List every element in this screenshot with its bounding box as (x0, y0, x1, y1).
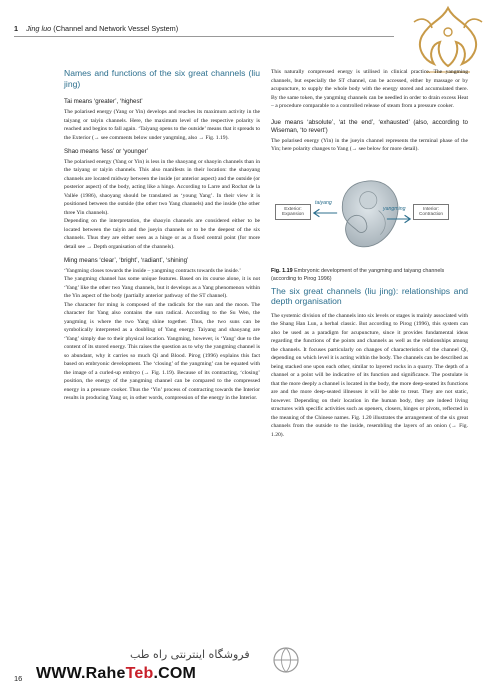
interior-contraction-box: Interior: Contraction (413, 204, 449, 220)
exterior-expansion-box: Exterior: Expansion (275, 204, 311, 220)
page-number: 16 (14, 674, 23, 683)
subhead-tai: Tai means ‘greater’, ‘highest’ (64, 98, 143, 106)
caption-number: Fig. 1.19 (271, 267, 293, 274)
para-tai: The polarised energy (Yang or Yin) develops and reaches its maximum activity in the taiyang or taiyin channels. Here, the maximum level of the respective polarity is reached and begins to fall again. ‘Taiyang opens to the outside’ means that it spreads to the Exterior (→ see comments below under yangming, also → Fig. 1.19). (64, 109, 260, 141)
para-ming-quote: ‘Yangming closes towards the inside – yangming contracts towards the inside.’ (64, 267, 242, 274)
subhead-shao: Shao means ‘less’ or ‘younger’ (64, 148, 149, 156)
figure-caption (271, 268, 468, 284)
globe-logo-icon (272, 646, 300, 674)
arrow-left-icon (311, 208, 339, 218)
chapter-title: Jing luo (26, 24, 52, 33)
para-shao-1: The polarised energy (Yang or Yin) is less in the shaoyang or shaoyin channels than in the taiyang or taiyin channels. This also manifests in their location: the shaoyang channels are located midway between the inside (or anterior aspect) and the outside (or posterior aspect) of the body, acting like a hinge. According to Larre and Rochat de la Vallée (1986), shaoyang should be translated as ‘young Yang’. In their view it is positioned between the outside (the other two Yang channels) and the inside (the other three Yin channels). (64, 158, 260, 216)
watermark-url: WWW.RaheTeb.COM (36, 665, 197, 682)
running-head (14, 24, 394, 37)
watermark-persian: فروشگاه اینترنتی راه طب (130, 648, 250, 661)
label-yangming: yangming (383, 205, 406, 212)
label-taiyang: taiyang (315, 199, 332, 206)
para-jue: The polarised energy (Yin) in the jueyin channel represents the terminal phase of the Yin; here polarity changes to Yang (→ see below for more detail). (271, 137, 468, 153)
section-heading-names: Names and functions of the six great channels (liu jing) (64, 68, 260, 89)
chapter-subtitle: (Channel and Network Vessel System) (53, 24, 179, 33)
para-relationships: The systemic division of the channels into six levels or stages is mainly associated with the Shang Han Lun, a herbal classic. But according to Pirog (1996), this system can also be used as a paradigm for acupuncture, since it provides fundamental ideas regarding the functions of the points and channels as well as the relationships among the channels. It focuses particularly on changes of characteristics of the channel Qi, depending on which level it is acting within the body. The channels can be described as being stacked one upon each other, similar to layered rocks in a quarry. The depth of a channel or a point will be indicative of its function and significance. The postulate is that the more deeply a channel is located in the body, the more deep-seated its functions are and the more deep-seated illnesses it will be able to treat. They are not static, however. Depending on their location in the human body, they are indeed living structures with specific activities such as openers, closers, hinges or pivots, reflected in the meaning of the Chinese names. Fig. 1.20 illustrates the arrangement of the six great channels from the outside to the inside, resembling the layers of an onion (→ Fig. 1.20). (271, 312, 468, 438)
para-shao-2: Depending on the interpretation, the shaoyin channels are considered either to be located between the taiyin and the jueyin channels or to be the deepest of the six channels. Thus they are either seen as a hinge or as a fixed central point (for more detail see → Depth organisation of the channels). (64, 218, 260, 250)
chapter-number: 1 (14, 24, 19, 33)
left-column (64, 66, 260, 403)
subhead-jue: Jue means ‘absolute’, ‘at the end’, ‘exhausted’ (also, according to Wiseman, ‘to revert’) (271, 118, 468, 135)
arrow-right-icon (385, 214, 413, 224)
caption-text: Embryonic development of the yangming and taiyang channels (according to Pirog 1996) (271, 267, 445, 282)
section-heading-relationships: The six great channels (liu jing): relationships and depth organisation (271, 285, 468, 307)
para-ming-1: The yangming channel has some unique features. Based on its course alone, it is not ‘Yang’ like the other two Yang channels, but it develops as a Yang phenomenon within the Yin aspect of the body (partially anterior pathway of the ST channel). (64, 276, 260, 300)
figure-1-19 (271, 164, 468, 264)
right-column (271, 68, 468, 439)
subhead-ming: Ming means ‘clear’, ‘bright’, ‘radiant’, ‘shining’ (64, 257, 189, 265)
para-ming-2: The character for ming is composed of the radicals for the sun and the moon. The character for Yang also contains the sun radical. According to the Su Wen, the yangming is where the two Yang shine together. Thus, the two suns can be symbolically interpreted as a doubling of Yang energy. Taiyang and shaoyang are ‘Yang’ simply due to their physical location. Yangming, however, is ‘Yang’ due to the content of its stored energy. This raises the question as to why the yangming channel is so abundant, why it carries so much Qi and Blood. Pirog (1996) explains this fact based on embryonic development. The ‘closing’ of the yangming’ can be equated with the image of a curled-up embryo (→ Fig. 1.19). Because of its contracting, ‘closing’ position, the energy of the yangming channel can be compared to the compressed energy in a pressure cooker. Thus the ‘Yin’ process of contracting towards the Interior results in producing Yang or, in other words, compression of the energy in the Interior. (64, 301, 260, 402)
para-compressed-energy: This naturally compressed energy is utilised in clinical practice. The yangming channels, but especially the ST channel, can be accessed, either by massage or by acupuncture, to supply the whole body with the energy stored and accumulated there. By the same token, the yangming channels can be needled in order to drain excess Heat – a procedure comparable to a controlled release of steam from a pressure cooker. (271, 69, 468, 109)
